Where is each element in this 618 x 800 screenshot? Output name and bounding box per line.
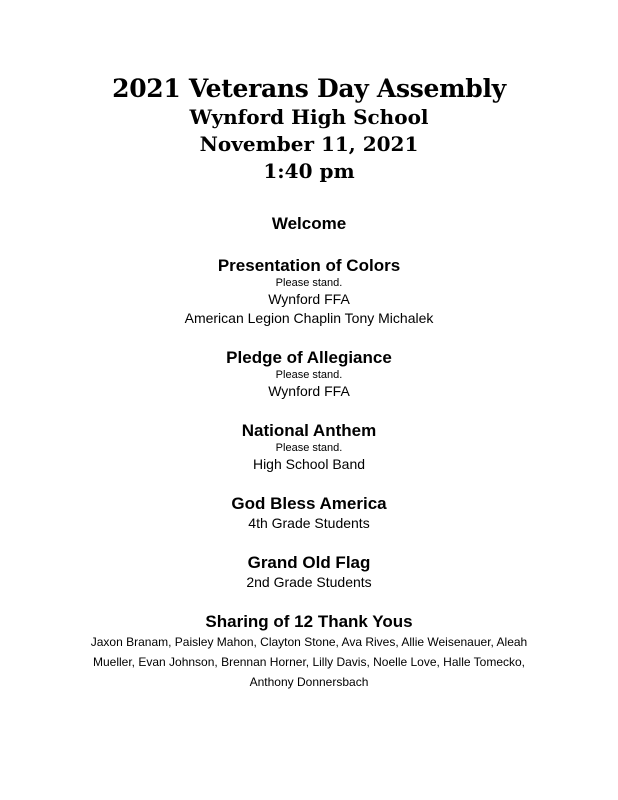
grand-old-flag-performer: 2nd Grade Students — [246, 574, 372, 590]
section-god-bless-america — [0, 494, 618, 533]
section-welcome — [0, 214, 618, 234]
program-list — [0, 210, 618, 692]
section-grand-old-flag — [0, 553, 618, 592]
event-date: November 11, 2021 — [199, 132, 419, 156]
section-national-anthem — [0, 421, 618, 474]
thank-yous-heading: Sharing of 12 Thank Yous — [205, 612, 413, 631]
program-header — [0, 74, 618, 185]
section-pledge — [0, 348, 618, 401]
god-bless-performer: 4th Grade Students — [248, 515, 370, 531]
welcome-heading: Welcome — [271, 214, 347, 233]
event-title: 2021 Veterans Day Assembly — [112, 74, 506, 103]
pledge-note: Please stand. — [275, 369, 343, 381]
school-name: Wynford High School — [189, 105, 429, 129]
section-thank-yous — [0, 612, 618, 692]
colors-heading: Presentation of Colors — [217, 256, 401, 275]
colors-note: Please stand. — [275, 277, 343, 289]
event-time: 1:40 pm — [263, 159, 355, 183]
colors-performer: American Legion Chaplin Tony Michalek — [184, 310, 434, 326]
anthem-heading: National Anthem — [241, 421, 377, 440]
anthem-note: Please stand. — [275, 442, 343, 454]
god-bless-heading: God Bless America — [231, 494, 387, 513]
pledge-heading: Pledge of Allegiance — [226, 348, 392, 367]
grand-old-flag-heading: Grand Old Flag — [247, 553, 371, 572]
anthem-performer: High School Band — [252, 456, 366, 472]
colors-performer: Wynford FFA — [268, 291, 350, 307]
pledge-performer: Wynford FFA — [268, 383, 350, 399]
section-presentation-of-colors — [0, 256, 618, 328]
thank-yous-names: Jaxon Branam, Paisley Mahon, Clayton Stone, Ava Rives, Allie Weisenauer, Aleah Mueller, Evan Johnson, Brennan Horner, Lilly Davis, Noelle Love, Halle Tomecko, Anthony Donnersbach — [90, 635, 528, 689]
